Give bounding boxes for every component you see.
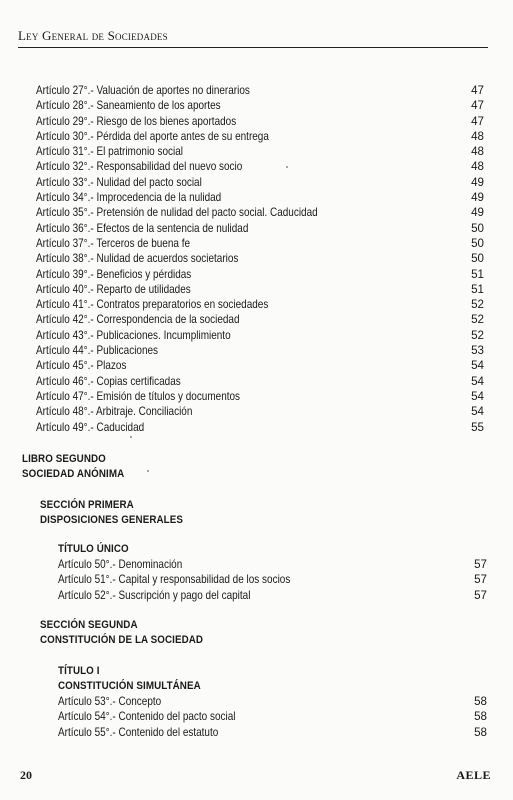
running-header: [18, 28, 488, 48]
toc-entry-page: 50: [471, 252, 484, 266]
toc-entry: [0, 709, 513, 724]
toc-entry: [0, 144, 513, 159]
toc-entry: [0, 358, 513, 373]
toc-entry-label: Artículo 50°.- Denominación: [58, 558, 183, 571]
titulo-unico-heading: [58, 542, 129, 557]
toc-entry-label: Artículo 29°.- Riesgo de los bienes aportados: [36, 114, 237, 128]
toc-entry: [0, 328, 513, 343]
toc-entry: [0, 221, 513, 236]
toc-entry-label: Artículo 33°.- Nulidad del pacto social: [36, 175, 202, 189]
toc-entry-page: 54: [471, 405, 484, 419]
toc-entry: [0, 83, 513, 98]
toc-entry-label: Artículo 41°.- Contratos preparatorios en sociedades: [36, 298, 269, 312]
page-number: 20: [20, 768, 32, 782]
toc-entry-page: 47: [471, 84, 484, 97]
toc-entry: [0, 175, 513, 190]
toc-entry-label: Artículo 42°.- Correspondencia de la sociedad: [36, 313, 240, 327]
toc-entry-page: 47: [471, 99, 484, 113]
toc-entry: [0, 343, 513, 358]
toc-entry-page: 51: [471, 282, 484, 296]
toc-entry-label: Artículo 37°.- Terceros de buena fe: [36, 236, 191, 250]
toc-entry: [0, 251, 513, 266]
toc-entry-page: 54: [471, 359, 484, 373]
toc-entry: [0, 98, 513, 113]
toc-entry-page: 52: [471, 298, 484, 312]
toc-entry-page: 55: [471, 420, 484, 434]
titulo-i-heading: [58, 664, 201, 693]
toc-entry-label: Artículo 34°.- Improcedencia de la nulidad: [36, 191, 222, 205]
scan-speck: [130, 436, 132, 438]
toc-entry: [0, 297, 513, 312]
toc-entry-page: 57: [474, 558, 487, 571]
seccion-segunda-heading: [40, 618, 203, 647]
titulo-unico-title: TÍTULO ÚNICO: [58, 543, 129, 555]
scan-speck: [286, 166, 288, 168]
toc-entry-page: 53: [471, 344, 484, 358]
toc-entry-label: Artículo 48°.- Arbitraje. Conciliación: [36, 405, 193, 419]
toc-entry-page: 54: [471, 389, 484, 403]
toc-entry-page: 52: [471, 328, 484, 342]
toc-entry-page: 48: [471, 145, 484, 159]
libro-heading: [22, 452, 124, 481]
toc-entry-label: Artículo 44°.- Publicaciones: [36, 344, 159, 358]
toc-entry-label: Artículo 54°.- Contenido del pacto social: [58, 710, 236, 724]
toc-entry: [0, 129, 513, 144]
toc-entry-page: 50: [471, 221, 484, 235]
toc-entry-label: Artículo 31°.- El patrimonio social: [36, 145, 183, 159]
toc-entry-page: 51: [471, 267, 484, 281]
header-title: Ley General de Sociedades: [18, 28, 488, 48]
seccion-primera-heading: [40, 498, 183, 527]
toc-entry-label: Artículo 45°.- Plazos: [36, 359, 127, 373]
toc-entry: [0, 725, 513, 740]
toc-entry: [0, 190, 513, 205]
toc-entry-label: Artículo 52°.- Suscripción y pago del capital: [58, 588, 251, 602]
toc-entry-page: 58: [474, 710, 487, 724]
toc-entry-page: 54: [471, 374, 484, 388]
toc-entry-page: 57: [474, 573, 487, 587]
toc-entry-page: 48: [471, 129, 484, 143]
toc-entry-label: Artículo 40°.- Reparto de utilidades: [36, 282, 191, 296]
titulo-i-subtitle: CONSTITUCIÓN SIMULTÁNEA: [58, 679, 201, 692]
toc-entry: [0, 420, 513, 435]
toc-entry-label: Artículo 51°.- Capital y responsabilidad de los socios: [58, 573, 291, 587]
toc-entry-label: Artículo 32°.- Responsabilidad del nuevo socio: [36, 160, 243, 174]
libro-title: LIBRO SEGUNDO: [22, 453, 106, 465]
toc-entry-label: Artículo 43°.- Publicaciones. Incumplimiento: [36, 328, 231, 342]
scan-speck: [147, 470, 149, 472]
toc-list-articles-27-49: [0, 83, 513, 435]
toc-entry: [0, 282, 513, 297]
toc-entry: [0, 114, 513, 129]
toc-entry-page: 49: [471, 206, 484, 220]
toc-entry: [0, 694, 513, 709]
toc-entry-label: Artículo 47°.- Emisión de títulos y documentos: [36, 389, 241, 403]
titulo-i-title: TÍTULO I: [58, 665, 100, 677]
toc-entry: [0, 572, 513, 587]
toc-entry-label: Artículo 30°.- Pérdida del aporte antes de su entrega: [36, 129, 269, 143]
toc-list-articles-50-52: [0, 557, 513, 603]
toc-entry-label: Artículo 55°.- Contenido del estatuto: [58, 725, 219, 739]
toc-entry: [0, 374, 513, 389]
toc-entry: [0, 404, 513, 419]
seccion-segunda-title: SECCIÓN SEGUNDA: [40, 619, 138, 631]
toc-entry: [0, 159, 513, 174]
toc-entry-page: 49: [471, 175, 484, 189]
toc-entry: [0, 557, 513, 572]
toc-entry-page: 48: [471, 160, 484, 174]
libro-subtitle: SOCIEDAD ANÓNIMA: [22, 467, 125, 480]
toc-entry: [0, 205, 513, 220]
toc-entry-label: Artículo 27°.- Valuación de aportes no dinerarios: [36, 84, 250, 97]
publisher-name: AELE: [456, 768, 491, 782]
toc-entry-label: Artículo 28°.- Saneamiento de los aportes: [36, 99, 221, 113]
toc-entry: [0, 267, 513, 282]
toc-entry: [0, 312, 513, 327]
toc-entry-label: Artículo 46°.- Copias certificadas: [36, 374, 181, 388]
toc-entry-label: Artículo 49°.- Caducidad: [36, 420, 145, 434]
toc-entry-page: 52: [471, 313, 484, 327]
toc-entry-page: 47: [471, 114, 484, 128]
seccion-segunda-subtitle: CONSTITUCIÓN DE LA SOCIEDAD: [40, 633, 204, 646]
toc-entry: [0, 236, 513, 251]
toc-entry-label: Artículo 35°.- Pretensión de nulidad del pacto social. Caducidad: [36, 206, 318, 220]
seccion-primera-title: SECCIÓN PRIMERA: [40, 499, 134, 511]
toc-list-articles-53-55: [0, 694, 513, 740]
toc-entry-page: 49: [471, 191, 484, 205]
toc-entry-page: 50: [471, 236, 484, 250]
toc-entry-label: Artículo 36°.- Efectos de la sentencia de nulidad: [36, 221, 249, 235]
seccion-primera-subtitle: DISPOSICIONES GENERALES: [40, 513, 183, 526]
toc-entry-page: 57: [474, 588, 487, 602]
toc-entry-page: 58: [474, 725, 487, 739]
toc-entry-label: Artículo 53°.- Concepto: [58, 695, 162, 708]
toc-entry-label: Artículo 38°.- Nulidad de acuerdos societarios: [36, 252, 239, 266]
toc-entry-page: 58: [474, 695, 487, 708]
toc-entry: [0, 588, 513, 603]
toc-entry: [0, 389, 513, 404]
toc-entry-label: Artículo 39°.- Beneficios y pérdidas: [36, 267, 192, 281]
